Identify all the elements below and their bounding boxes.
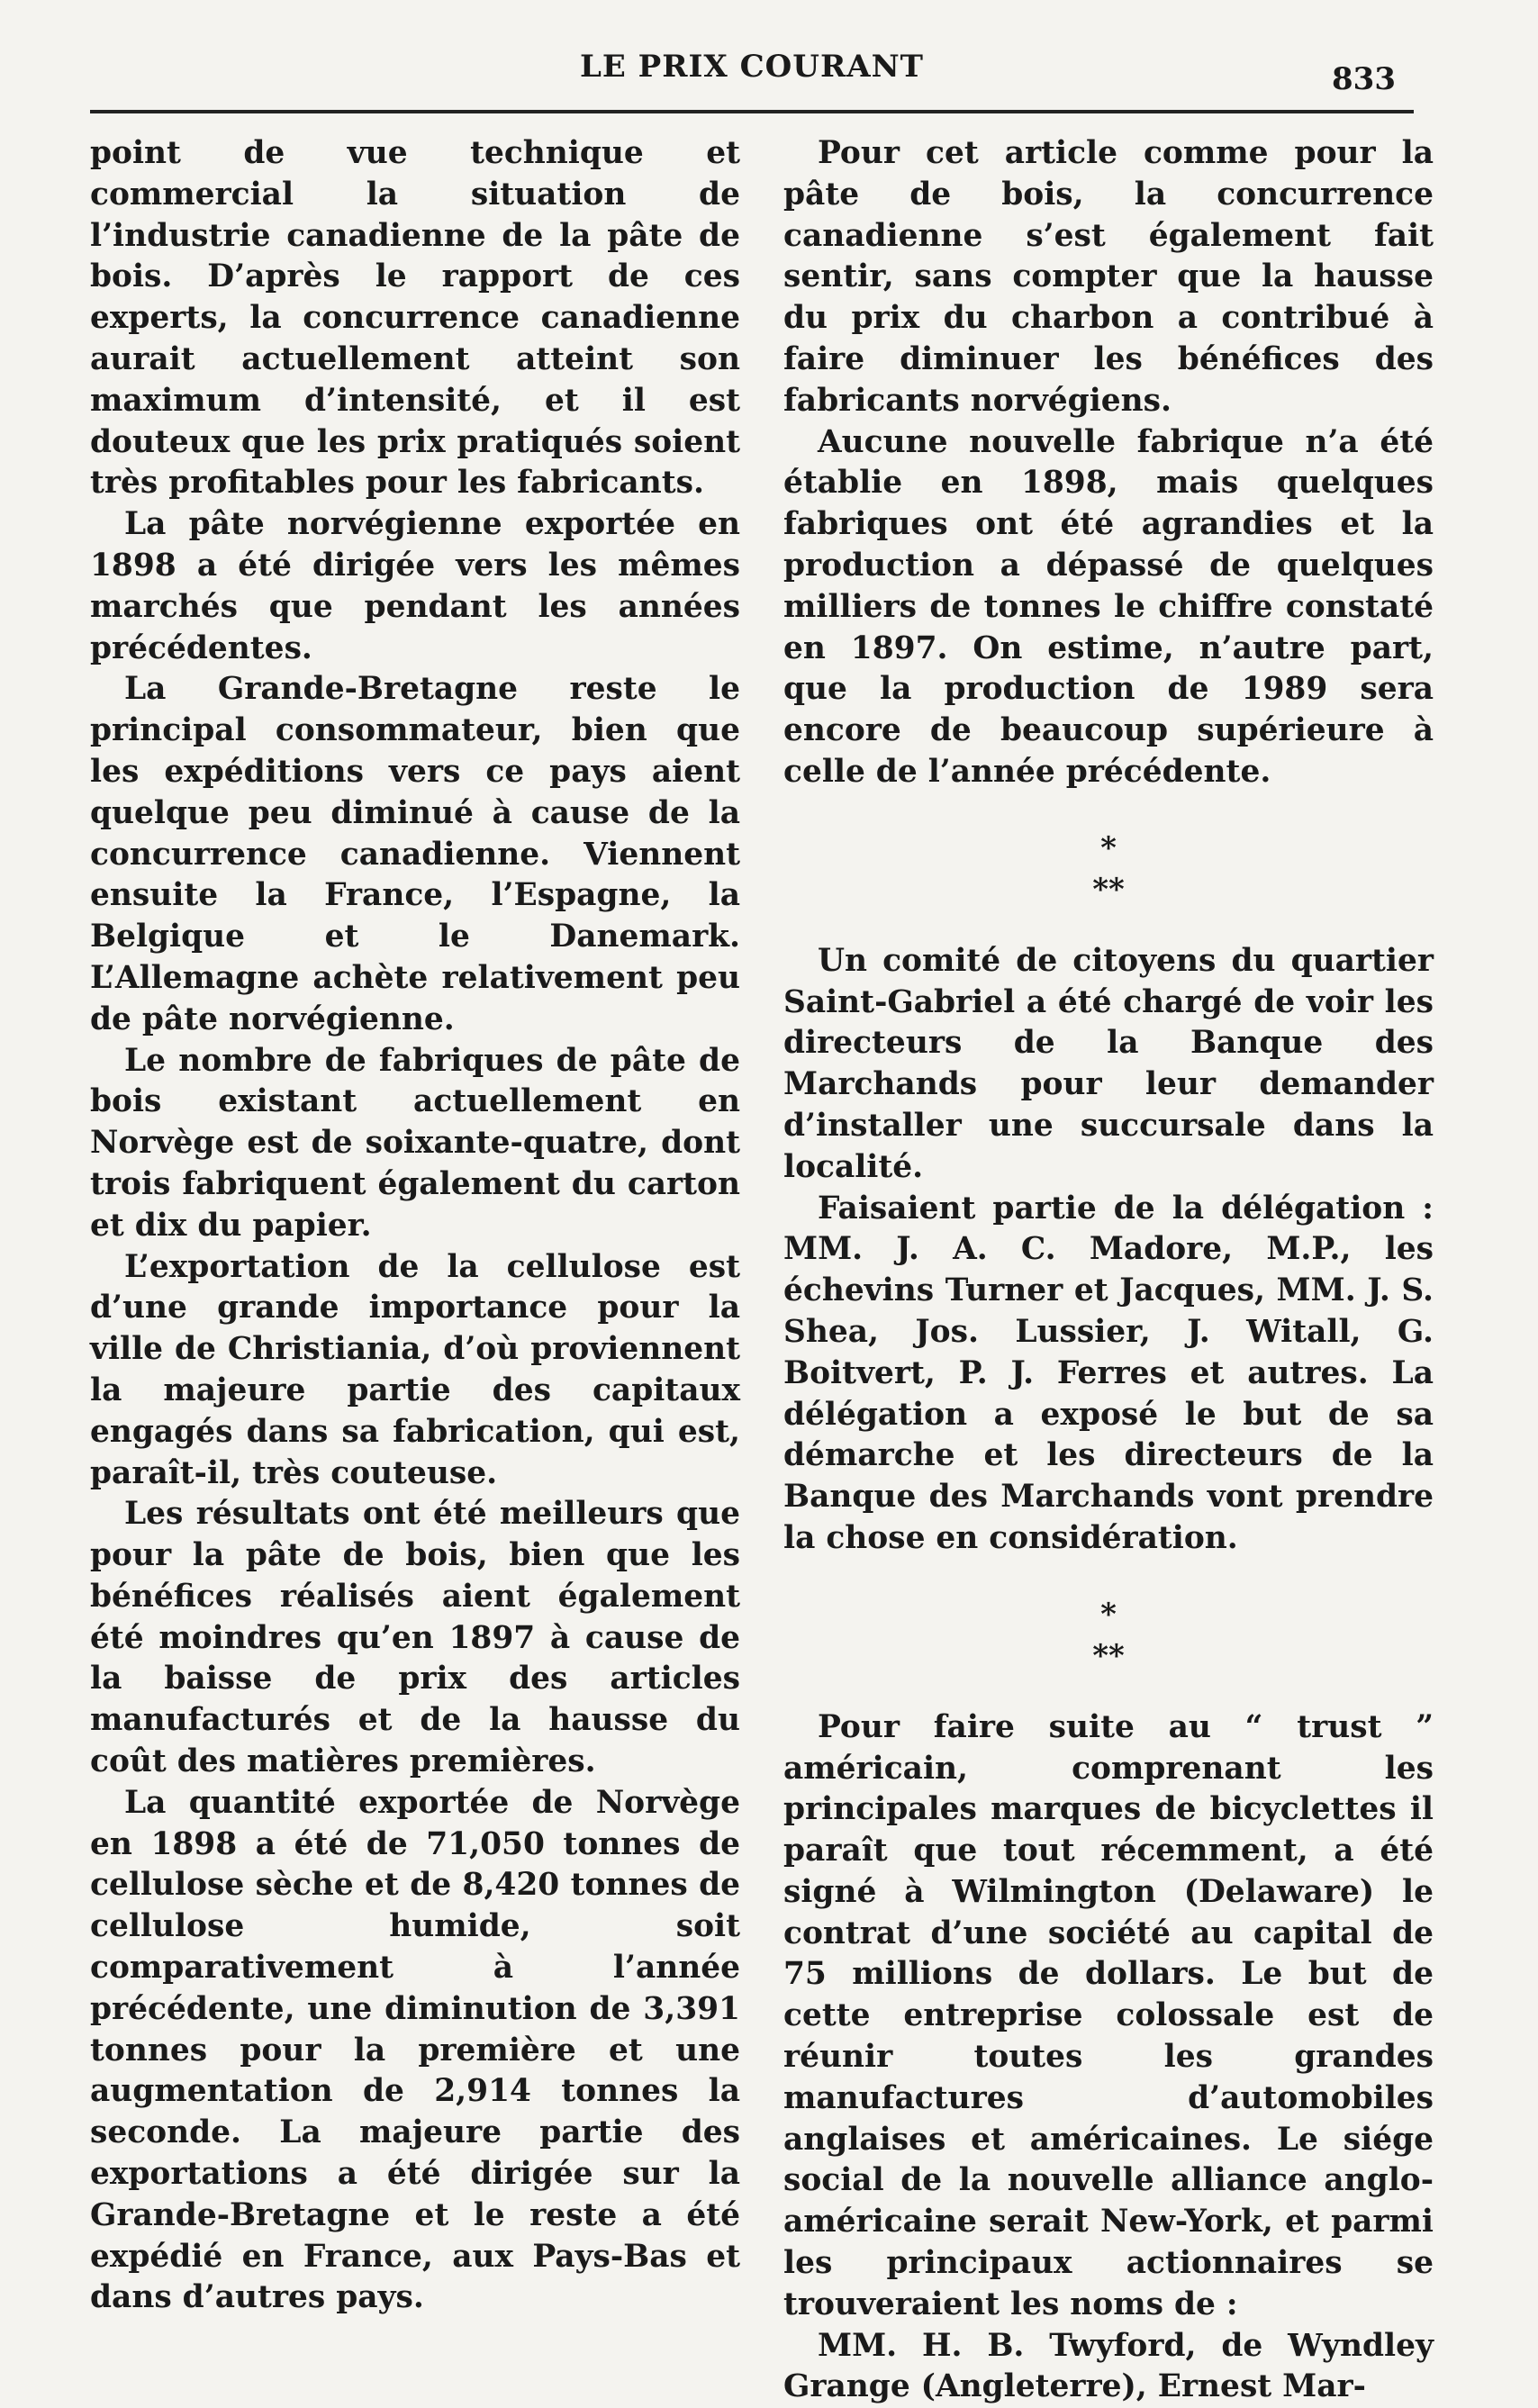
paragraph: point de vue technique et commercial la situation de l’industrie canadienne de la pâte de bois. D’après le rapport de ces experts, la concurrence canadienne aurait actuellement atteint son maximum d’intensité, et il est douteux que les prix pratiqués soient très profitables pour les fabricants. [90,135,740,502]
paragraph: Les résultats ont été meilleurs que pour la pâte de bois, bien que les bénéfices réalisés aient également été moindres qu’en 1897 à cause de la baisse de prix des articles manufacturés et de la hausse du coût des matières premières. [90,1496,740,1780]
asterism-top: * [1100,829,1117,866]
left-column [90,133,740,2316]
paragraph: La Grande-Bretagne reste le principal consommateur, bien que les expéditions vers ce pays aient quelque peu diminué à cause de la concurrence canadienne. Viennent ensuite la France, l’Espagne, la Belgique et le Danemark. L’Allemagne achète relativement peu de pâte norvégienne. [90,671,740,1037]
section-separator [783,828,1434,910]
paragraph: MM. H. B. Twyford, de Wyndley Grange (Angleterre), Ernest Mar- [783,2327,1434,2405]
paragraph: La quantité exportée de Norvège en 1898 a été de 71,050 tonnes de cellulose sèche et de 8,420 tonnes de cellulose humide, soit comparativement à l’année précédente, une diminution de 3,391 tonnes pour la première et une augmentation de 2,914 tonnes la seconde. La majeure partie des exportations a été dirigée sur la Grande-Bretagne et le reste a été expédié en France, aux Pays-Bas et dans d’autres pays. [90,1784,740,2316]
right-column [783,133,1434,2405]
paragraph: Aucune nouvelle fabrique n’a été établie en 1898, mais quelques fabriques ont été agrandies et la production a dépassé de quelques milliers de tonnes le chiffre constaté en 1897. On estime, n’autre part, que la production de 1989 sera encore de beaucoup supérieure à celle de l’année précédente. [783,423,1434,790]
paragraph: L’exportation de la cellulose est d’une grande importance pour la ville de Christiania, d’où proviennent la majeure partie des capitaux engagés dans sa fabrication, qui est, paraît-il, très couteuse. [90,1248,740,1491]
header-rule [90,110,1414,113]
running-title: LE PRIX COURANT [580,49,924,85]
asterism-bottom: ** [1092,1637,1125,1674]
paragraph: Le nombre de fabriques de pâte de bois existant actuellement en Norvège est de soixante-quatre, dont trois fabriquent également du carton et dix du papier. [90,1042,740,1244]
asterism-top: * [1100,1596,1117,1633]
paragraph: Pour faire suite au “ trust ” américain, comprenant les principales marques de bicyclettes il paraît que tout récemment, a été signé à Wilmington (Delaware) le contrat d’une société au capital de 75 millions de dollars. Le but de cette entreprise colossale est de réunir toutes les grandes manufactures d’automobiles anglaises et américaines. Le siége social de la nouvelle alliance anglo-américaine serait New-York, et parmi les principaux actionnaires se trouveraient les noms de : [783,1708,1434,2322]
asterism-bottom: ** [1092,871,1125,908]
paragraph: La pâte norvégienne exportée en 1898 a été dirigée vers les mêmes marchés que pendant les années précédentes. [90,506,740,666]
paragraph: Pour cet article comme pour la pâte de bois, la concurrence canadienne s’est également fait sentir, sans compter que la hausse du prix du charbon a contribué à faire diminuer les bénéfices des fabricants norvégiens. [783,135,1434,419]
page-number: 833 [1332,61,1396,97]
page-header [90,43,1414,97]
paragraph: Faisaient partie de la délégation : MM. J. A. C. Madore, M.P., les échevins Turner et Jacques, MM. J. S. Shea, Jos. Lussier, J. Witall, G. Boitvert, P. J. Ferres et autres. La délégation a exposé le but de sa démarche et les directeurs de la Banque des Marchands vont prendre la chose en considération. [783,1190,1434,1556]
section-separator [783,1594,1434,1677]
paragraph: Un comité de citoyens du quartier Saint-Gabriel a été chargé de voir les directeurs de la Banque des Marchands pour leur demander d’installer une succursale dans la localité. [783,942,1434,1185]
